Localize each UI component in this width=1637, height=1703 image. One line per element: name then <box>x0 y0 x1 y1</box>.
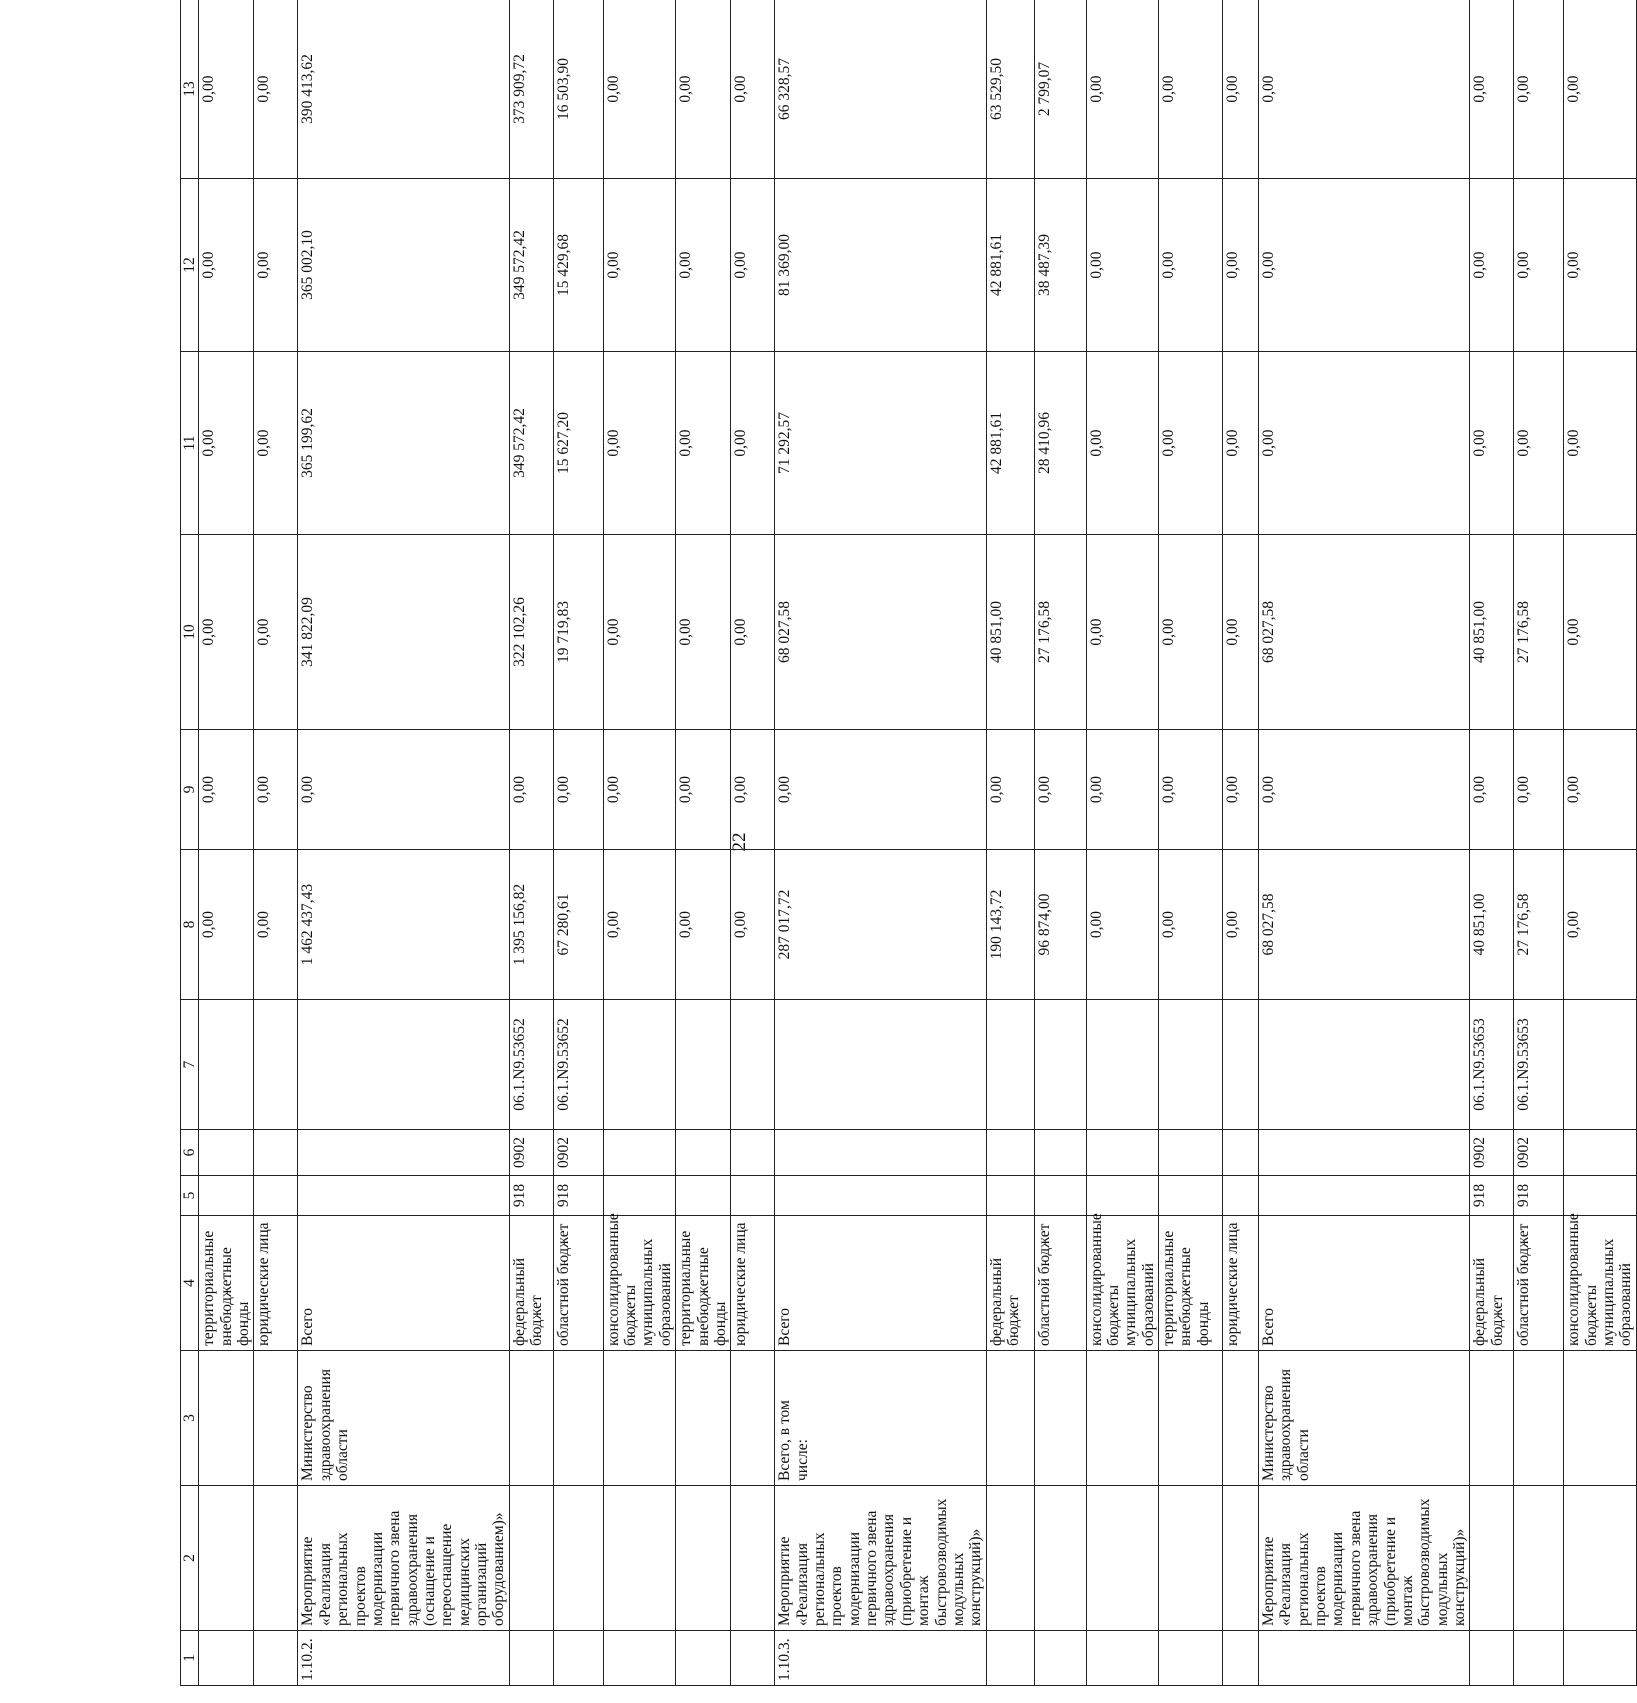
amount-col-11: 0,00 <box>731 352 775 535</box>
grbs-code <box>254 1176 298 1216</box>
executor: Министерство здравоохранения области <box>1259 1351 1470 1486</box>
amount-col-9: 0,00 <box>254 730 298 850</box>
funding-source: Всего <box>1259 1216 1470 1351</box>
amount-col-12: 0,00 <box>1514 179 1564 352</box>
amount-col-13: 0,00 <box>1564 0 1636 179</box>
row-number: 1.10.2. <box>298 1631 509 1686</box>
table-row <box>1223 0 1259 1686</box>
section-code: 0902 <box>1470 1130 1514 1176</box>
amount-col-9: 0,00 <box>775 730 986 850</box>
table-row <box>1034 0 1086 1686</box>
total-amount: 0,00 <box>1223 850 1259 1000</box>
amount-col-10: 322 102,26 <box>509 535 553 730</box>
grbs-code <box>199 1176 254 1216</box>
amount-col-12: 0,00 <box>254 179 298 352</box>
col-header-9: 9 <box>181 730 199 850</box>
amount-col-10: 68 027,58 <box>775 535 986 730</box>
executor <box>199 1351 254 1486</box>
amount-col-11: 71 292,57 <box>775 352 986 535</box>
amount-col-13: 0,00 <box>676 0 731 179</box>
section-code <box>298 1130 509 1176</box>
executor: Всего, в том числе: <box>775 1351 986 1486</box>
col-header-10: 10 <box>181 535 199 730</box>
grbs-code <box>1564 1176 1636 1216</box>
table-row <box>1259 0 1470 1686</box>
amount-col-13: 0,00 <box>254 0 298 179</box>
funding-source: территориальные внебюджетные фонды <box>199 1216 254 1351</box>
amount-col-9: 0,00 <box>1259 730 1470 850</box>
row-number <box>1223 1631 1259 1686</box>
amount-col-10: 27 176,58 <box>1514 535 1564 730</box>
amount-col-10: 0,00 <box>731 535 775 730</box>
section-code <box>1086 1130 1158 1176</box>
funding-source: областной бюджет <box>553 1216 603 1351</box>
row-number <box>509 1631 553 1686</box>
amount-col-9: 0,00 <box>676 730 731 850</box>
target-article <box>731 1000 775 1130</box>
grbs-code <box>1159 1176 1223 1216</box>
amount-col-11: 0,00 <box>1564 352 1636 535</box>
measure-name <box>1034 1486 1086 1631</box>
table-row <box>676 0 731 1686</box>
section-code <box>1259 1130 1470 1176</box>
amount-col-13: 16 503,90 <box>553 0 603 179</box>
target-article <box>1086 1000 1158 1130</box>
amount-col-10: 27 176,58 <box>1034 535 1086 730</box>
section-code: 0902 <box>553 1130 603 1176</box>
col-header-2: 2 <box>181 1486 199 1631</box>
section-code <box>199 1130 254 1176</box>
target-article <box>1259 1000 1470 1130</box>
amount-col-10: 341 822,09 <box>298 535 509 730</box>
amount-col-9: 0,00 <box>199 730 254 850</box>
executor <box>1034 1351 1086 1486</box>
total-amount: 0,00 <box>1159 850 1223 1000</box>
amount-col-12: 0,00 <box>731 179 775 352</box>
measure-name <box>553 1486 603 1631</box>
grbs-code: 918 <box>553 1176 603 1216</box>
executor <box>509 1351 553 1486</box>
amount-col-12: 15 429,68 <box>553 179 603 352</box>
table-row <box>509 0 553 1686</box>
measure-name <box>1223 1486 1259 1631</box>
amount-col-11: 365 199,62 <box>298 352 509 535</box>
target-article <box>986 1000 1034 1130</box>
measure-name <box>676 1486 731 1631</box>
amount-col-10: 0,00 <box>254 535 298 730</box>
amount-col-9: 0,00 <box>553 730 603 850</box>
funding-source: территориальные внебюджетные фонды <box>676 1216 731 1351</box>
table-row <box>1159 0 1223 1686</box>
amount-col-10: 40 851,00 <box>986 535 1034 730</box>
measure-name <box>1514 1486 1564 1631</box>
row-number <box>676 1631 731 1686</box>
amount-col-10: 68 027,58 <box>1259 535 1470 730</box>
executor <box>1470 1351 1514 1486</box>
executor <box>1086 1351 1158 1486</box>
amount-col-11: 349 572,42 <box>509 352 553 535</box>
measure-name: Мероприятие «Реализация региональных проектов модернизации первичного звена здравоохранения (приобретение и монтаж быстровозводимых модульных конструкций)» <box>1259 1486 1470 1631</box>
row-number <box>254 1631 298 1686</box>
amount-col-10: 40 851,00 <box>1470 535 1514 730</box>
table-row <box>298 0 509 1686</box>
amount-col-11: 0,00 <box>1086 352 1158 535</box>
executor <box>676 1351 731 1486</box>
amount-col-10: 0,00 <box>603 535 675 730</box>
col-header-12: 12 <box>181 179 199 352</box>
target-article <box>1159 1000 1223 1130</box>
executor <box>731 1351 775 1486</box>
funding-source: областной бюджет <box>1034 1216 1086 1351</box>
executor <box>254 1351 298 1486</box>
amount-col-11: 0,00 <box>1159 352 1223 535</box>
amount-col-12: 365 002,10 <box>298 179 509 352</box>
row-number <box>1564 1631 1636 1686</box>
amount-col-10: 0,00 <box>199 535 254 730</box>
executor <box>986 1351 1034 1486</box>
amount-col-12: 42 881,61 <box>986 179 1034 352</box>
amount-col-12: 0,00 <box>199 179 254 352</box>
row-number <box>1470 1631 1514 1686</box>
measure-name <box>986 1486 1034 1631</box>
amount-col-11: 0,00 <box>1223 352 1259 535</box>
executor <box>1223 1351 1259 1486</box>
total-amount: 0,00 <box>603 850 675 1000</box>
section-code <box>775 1130 986 1176</box>
grbs-code <box>1086 1176 1158 1216</box>
table-row <box>775 0 986 1686</box>
amount-col-11: 28 410,96 <box>1034 352 1086 535</box>
row-number <box>1514 1631 1564 1686</box>
total-amount: 96 874,00 <box>1034 850 1086 1000</box>
amount-col-12: 0,00 <box>603 179 675 352</box>
col-header-4: 4 <box>181 1216 199 1351</box>
funding-source: территориальные внебюджетные фонды <box>1159 1216 1223 1351</box>
measure-name: Мероприятие «Реализация региональных проектов модернизации первичного звена здравоохранения (приобретение и монтаж быстровозводимых модульных конструкций)» <box>775 1486 986 1631</box>
amount-col-9: 0,00 <box>986 730 1034 850</box>
table-row <box>731 0 775 1686</box>
grbs-code <box>1259 1176 1470 1216</box>
amount-col-9: 0,00 <box>509 730 553 850</box>
amount-col-11: 42 881,61 <box>986 352 1034 535</box>
section-code: 0902 <box>1514 1130 1564 1176</box>
grbs-code <box>775 1176 986 1216</box>
table-row <box>1086 0 1158 1686</box>
grbs-code: 918 <box>1514 1176 1564 1216</box>
funding-source: консолидированные бюджеты муниципальных образований <box>603 1216 675 1351</box>
table-row <box>553 0 603 1686</box>
amount-col-11: 15 627,20 <box>553 352 603 535</box>
grbs-code <box>1034 1176 1086 1216</box>
col-header-6: 6 <box>181 1130 199 1176</box>
amount-col-10: 0,00 <box>1086 535 1158 730</box>
table-row <box>1564 0 1636 1686</box>
col-header-11: 11 <box>181 352 199 535</box>
section-code <box>1564 1130 1636 1176</box>
table-body <box>199 0 1636 1686</box>
funding-source: консолидированные бюджеты муниципальных образований <box>1086 1216 1158 1351</box>
amount-col-10: 19 719,83 <box>553 535 603 730</box>
amount-col-9: 0,00 <box>1564 730 1636 850</box>
total-amount: 0,00 <box>199 850 254 1000</box>
total-amount: 68 027,58 <box>1259 850 1470 1000</box>
grbs-code <box>731 1176 775 1216</box>
grbs-code: 918 <box>509 1176 553 1216</box>
budget-table <box>180 0 1637 1686</box>
measure-name <box>731 1486 775 1631</box>
target-article <box>199 1000 254 1130</box>
amount-col-13: 0,00 <box>603 0 675 179</box>
amount-col-9: 0,00 <box>1159 730 1223 850</box>
measure-name <box>1086 1486 1158 1631</box>
section-code: 0902 <box>509 1130 553 1176</box>
total-amount: 190 143,72 <box>986 850 1034 1000</box>
funding-source: Всего <box>775 1216 986 1351</box>
funding-source: федеральный бюджет <box>509 1216 553 1351</box>
row-number: 1.10.3. <box>775 1631 986 1686</box>
row-number <box>1159 1631 1223 1686</box>
col-header-8: 8 <box>181 850 199 1000</box>
target-article <box>676 1000 731 1130</box>
funding-source: федеральный бюджет <box>986 1216 1034 1351</box>
amount-col-11: 0,00 <box>199 352 254 535</box>
amount-col-10: 0,00 <box>1564 535 1636 730</box>
section-code <box>603 1130 675 1176</box>
row-number <box>731 1631 775 1686</box>
target-article <box>775 1000 986 1130</box>
measure-name <box>199 1486 254 1631</box>
executor: Министерство здравоохранения области <box>298 1351 509 1486</box>
amount-col-11: 0,00 <box>1514 352 1564 535</box>
amount-col-13: 0,00 <box>731 0 775 179</box>
amount-col-10: 0,00 <box>1223 535 1259 730</box>
section-code <box>1223 1130 1259 1176</box>
amount-col-9: 0,00 <box>298 730 509 850</box>
amount-col-13: 373 909,72 <box>509 0 553 179</box>
section-code <box>676 1130 731 1176</box>
funding-source: Всего <box>298 1216 509 1351</box>
amount-col-9: 0,00 <box>731 730 775 850</box>
grbs-code: 918 <box>1470 1176 1514 1216</box>
grbs-code <box>1223 1176 1259 1216</box>
measure-name <box>603 1486 675 1631</box>
total-amount: 1 462 437,43 <box>298 850 509 1000</box>
funding-source: юридические лица <box>254 1216 298 1351</box>
row-number <box>1259 1631 1470 1686</box>
executor <box>1514 1351 1564 1486</box>
amount-col-13: 0,00 <box>1470 0 1514 179</box>
grbs-code <box>986 1176 1034 1216</box>
measure-name <box>1159 1486 1223 1631</box>
section-code <box>1034 1130 1086 1176</box>
amount-col-13: 0,00 <box>1086 0 1158 179</box>
measure-name: Мероприятие «Реализация региональных проектов модернизации первичного звена здравоохранения (оснащение и переоснащение медицинских организаций оборудованием)» <box>298 1486 509 1631</box>
section-code <box>254 1130 298 1176</box>
measure-name <box>1470 1486 1514 1631</box>
grbs-code <box>298 1176 509 1216</box>
amount-col-13: 63 529,50 <box>986 0 1034 179</box>
amount-col-12: 0,00 <box>1259 179 1470 352</box>
funding-source: федеральный бюджет <box>1470 1216 1514 1351</box>
total-amount: 1 395 156,82 <box>509 850 553 1000</box>
target-article: 06.1.N9.53653 <box>1514 1000 1564 1130</box>
target-article <box>1564 1000 1636 1130</box>
col-header-13: 13 <box>181 0 199 179</box>
budget-table-rotated <box>180 0 1635 1686</box>
measure-name <box>254 1486 298 1631</box>
row-number <box>553 1631 603 1686</box>
amount-col-13: 0,00 <box>1514 0 1564 179</box>
funding-source: юридические лица <box>1223 1216 1259 1351</box>
amount-col-13: 390 413,62 <box>298 0 509 179</box>
col-header-7: 7 <box>181 1000 199 1130</box>
amount-col-13: 66 328,57 <box>775 0 986 179</box>
header-row <box>181 0 199 1686</box>
row-number <box>1086 1631 1158 1686</box>
amount-col-12: 0,00 <box>1223 179 1259 352</box>
page-number: 22 <box>729 832 750 852</box>
row-number <box>1034 1631 1086 1686</box>
amount-col-12: 0,00 <box>676 179 731 352</box>
target-article <box>603 1000 675 1130</box>
target-article <box>1034 1000 1086 1130</box>
amount-col-13: 2 799,07 <box>1034 0 1086 179</box>
amount-col-13: 0,00 <box>1159 0 1223 179</box>
funding-source: юридические лица <box>731 1216 775 1351</box>
total-amount: 0,00 <box>676 850 731 1000</box>
table-row <box>603 0 675 1686</box>
row-number <box>986 1631 1034 1686</box>
amount-col-9: 0,00 <box>1034 730 1086 850</box>
amount-col-10: 0,00 <box>1159 535 1223 730</box>
amount-col-13: 0,00 <box>1223 0 1259 179</box>
amount-col-12: 81 369,00 <box>775 179 986 352</box>
section-code <box>731 1130 775 1176</box>
col-header-5: 5 <box>181 1176 199 1216</box>
amount-col-13: 0,00 <box>1259 0 1470 179</box>
target-article <box>254 1000 298 1130</box>
target-article: 06.1.N9.53652 <box>553 1000 603 1130</box>
section-code <box>986 1130 1034 1176</box>
table-row <box>254 0 298 1686</box>
table-row <box>986 0 1034 1686</box>
grbs-code <box>603 1176 675 1216</box>
amount-col-11: 0,00 <box>254 352 298 535</box>
measure-name <box>1564 1486 1636 1631</box>
table-row <box>1470 0 1514 1686</box>
total-amount: 0,00 <box>731 850 775 1000</box>
total-amount: 0,00 <box>1086 850 1158 1000</box>
row-number <box>603 1631 675 1686</box>
amount-col-12: 0,00 <box>1564 179 1636 352</box>
amount-col-9: 0,00 <box>1223 730 1259 850</box>
row-number <box>199 1631 254 1686</box>
amount-col-12: 0,00 <box>1470 179 1514 352</box>
amount-col-12: 0,00 <box>1159 179 1223 352</box>
target-article <box>1223 1000 1259 1130</box>
target-article: 06.1.N9.53653 <box>1470 1000 1514 1130</box>
amount-col-9: 0,00 <box>1470 730 1514 850</box>
total-amount: 67 280,61 <box>553 850 603 1000</box>
col-header-1: 1 <box>181 1631 199 1686</box>
executor <box>553 1351 603 1486</box>
total-amount: 0,00 <box>254 850 298 1000</box>
amount-col-9: 0,00 <box>603 730 675 850</box>
funding-source: консолидированные бюджеты муниципальных образований <box>1564 1216 1636 1351</box>
grbs-code <box>676 1176 731 1216</box>
measure-name <box>509 1486 553 1631</box>
section-code <box>1159 1130 1223 1176</box>
total-amount: 27 176,58 <box>1514 850 1564 1000</box>
amount-col-11: 0,00 <box>1259 352 1470 535</box>
table-row <box>199 0 254 1686</box>
funding-source: областной бюджет <box>1514 1216 1564 1351</box>
amount-col-11: 0,00 <box>1470 352 1514 535</box>
total-amount: 287 017,72 <box>775 850 986 1000</box>
col-header-3: 3 <box>181 1351 199 1486</box>
total-amount: 40 851,00 <box>1470 850 1514 1000</box>
amount-col-11: 0,00 <box>676 352 731 535</box>
executor <box>1564 1351 1636 1486</box>
table-row <box>1514 0 1564 1686</box>
amount-col-9: 0,00 <box>1086 730 1158 850</box>
amount-col-12: 349 572,42 <box>509 179 553 352</box>
total-amount: 0,00 <box>1564 850 1636 1000</box>
amount-col-12: 0,00 <box>1086 179 1158 352</box>
target-article: 06.1.N9.53652 <box>509 1000 553 1130</box>
amount-col-11: 0,00 <box>603 352 675 535</box>
amount-col-10: 0,00 <box>676 535 731 730</box>
amount-col-9: 0,00 <box>1514 730 1564 850</box>
target-article <box>298 1000 509 1130</box>
amount-col-13: 0,00 <box>199 0 254 179</box>
amount-col-12: 38 487,39 <box>1034 179 1086 352</box>
executor <box>603 1351 675 1486</box>
executor <box>1159 1351 1223 1486</box>
